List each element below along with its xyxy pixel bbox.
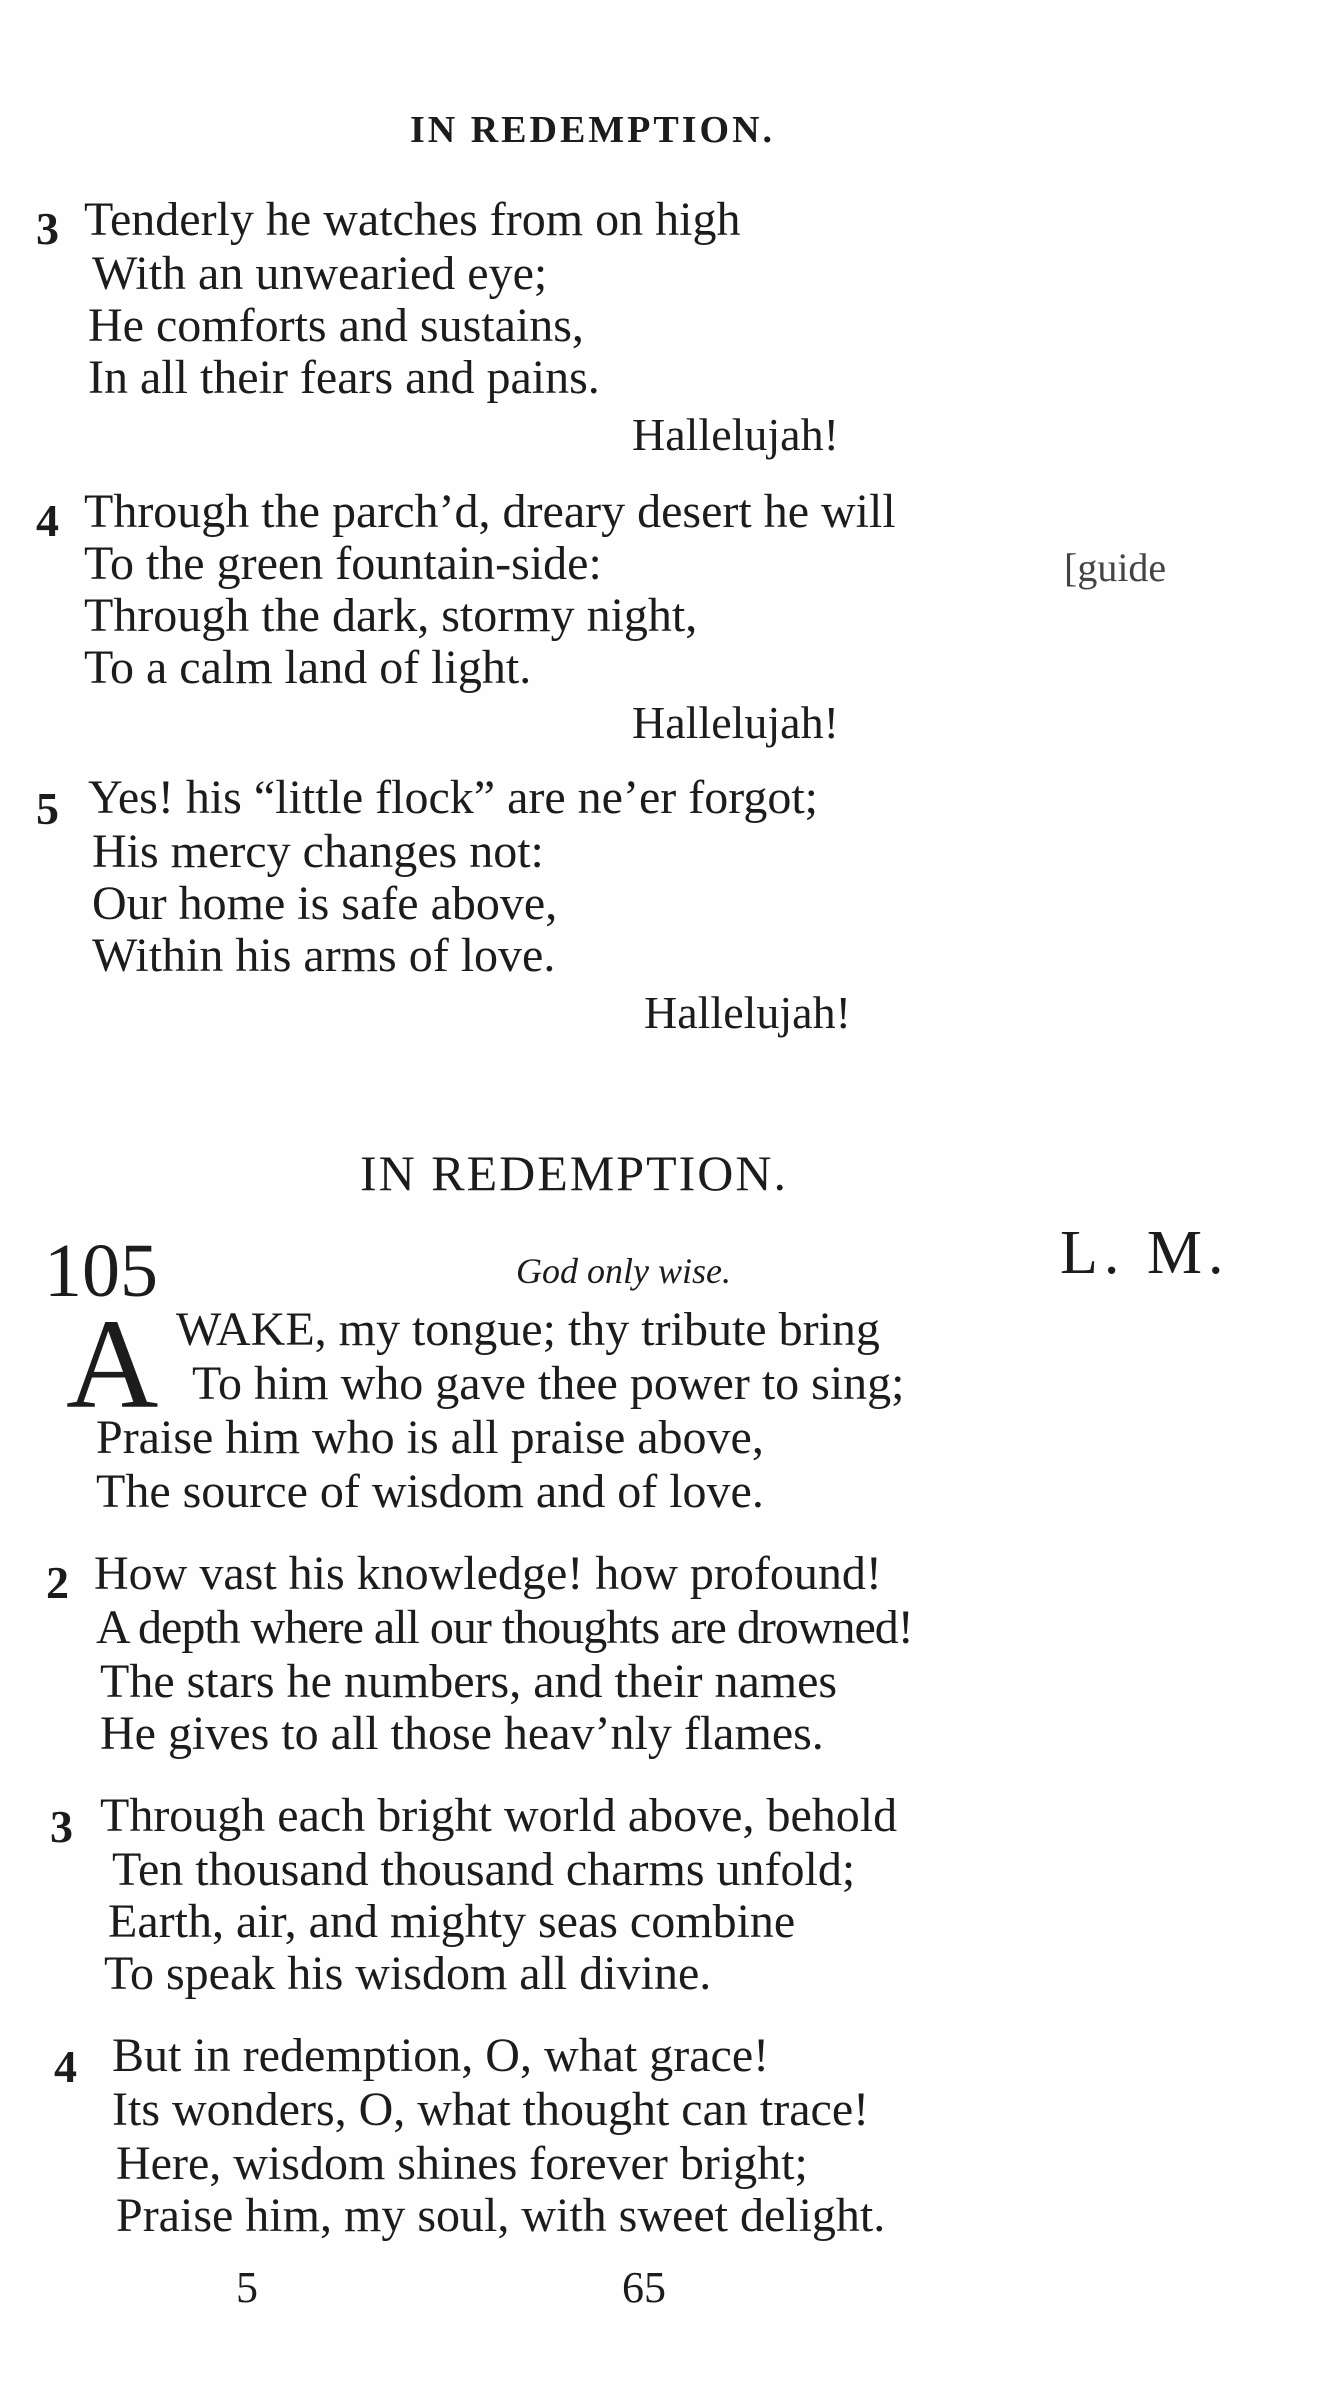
verse-line: With an unwearied eye; [92,247,548,300]
verse-line: In all their fears and pains. [88,351,600,404]
verse-line: WAKE, my tongue; thy tribute bring [176,1303,880,1356]
verse-line: Through the parch’d, dreary desert he will [84,485,896,538]
verse-line: He gives to all those heav’nly flames. [100,1707,824,1760]
verse-line: But in redemption, O, what grace! [112,2029,770,2082]
verse-line: Ten thousand thousand charms unfold; [112,1843,856,1896]
verse-line: To him who gave thee power to sing; [192,1357,905,1410]
verse-line: Its wonders, O, what thought can trace! [112,2083,870,2136]
page-number: 65 [622,2263,666,2312]
verse-line: Through the dark, stormy night, [84,589,698,642]
verse-line: Tenderly he watches from on high [84,193,741,246]
verse-line: Here, wisdom shines forever bright; [116,2137,808,2190]
verse-line: Our home is safe above, [92,877,558,930]
hymn-number: 105 [44,1229,158,1313]
hymn-meter: L. M. [1060,1219,1230,1287]
stanza-number: 5 [36,783,59,834]
verse-line: To speak his wisdom all divine. [104,1947,712,2000]
stanza-number: 2 [46,1557,69,1608]
hymn-subtitle: God only wise. [516,1251,731,1291]
verse-line: To a calm land of light. [84,641,532,694]
stanza-number: 4 [54,2041,77,2092]
verse-line: His mercy changes not: [92,825,544,878]
verse-line: He comforts and sustains, [88,299,584,352]
overflow-word: [guide [1064,545,1167,590]
refrain: Hallelujah! [632,409,839,460]
verse-line: A depth where all our thoughts are drowned! [96,1601,913,1654]
verse-line: Praise him, my soul, with sweet delight. [116,2189,886,2242]
verse-line: The stars he numbers, and their names [100,1655,838,1708]
section-heading: IN REDEMPTION. [360,1145,788,1201]
signature-mark: 5 [236,2263,258,2312]
drop-cap: A [66,1293,159,1435]
verse-line: Earth, air, and mighty seas combine [108,1895,796,1948]
verse-line: Yes! his “little flock” are ne’er forgot; [88,771,819,824]
verse-line: How vast his knowledge! how profound! [94,1547,882,1600]
verse-line: Through each bright world above, behold [100,1789,898,1842]
refrain: Hallelujah! [644,987,851,1038]
verse-line: Within his arms of love. [92,929,556,982]
stanza-number: 3 [36,203,59,254]
running-head: IN REDEMPTION. [410,109,776,151]
verse-line: The source of wisdom and of love. [96,1465,764,1518]
stanza-number: 4 [36,495,59,546]
verse-line: To the green fountain-side: [84,537,602,590]
stanza-number: 3 [50,1801,73,1852]
verse-line: Praise him who is all praise above, [96,1411,764,1464]
refrain: Hallelujah! [632,697,839,748]
